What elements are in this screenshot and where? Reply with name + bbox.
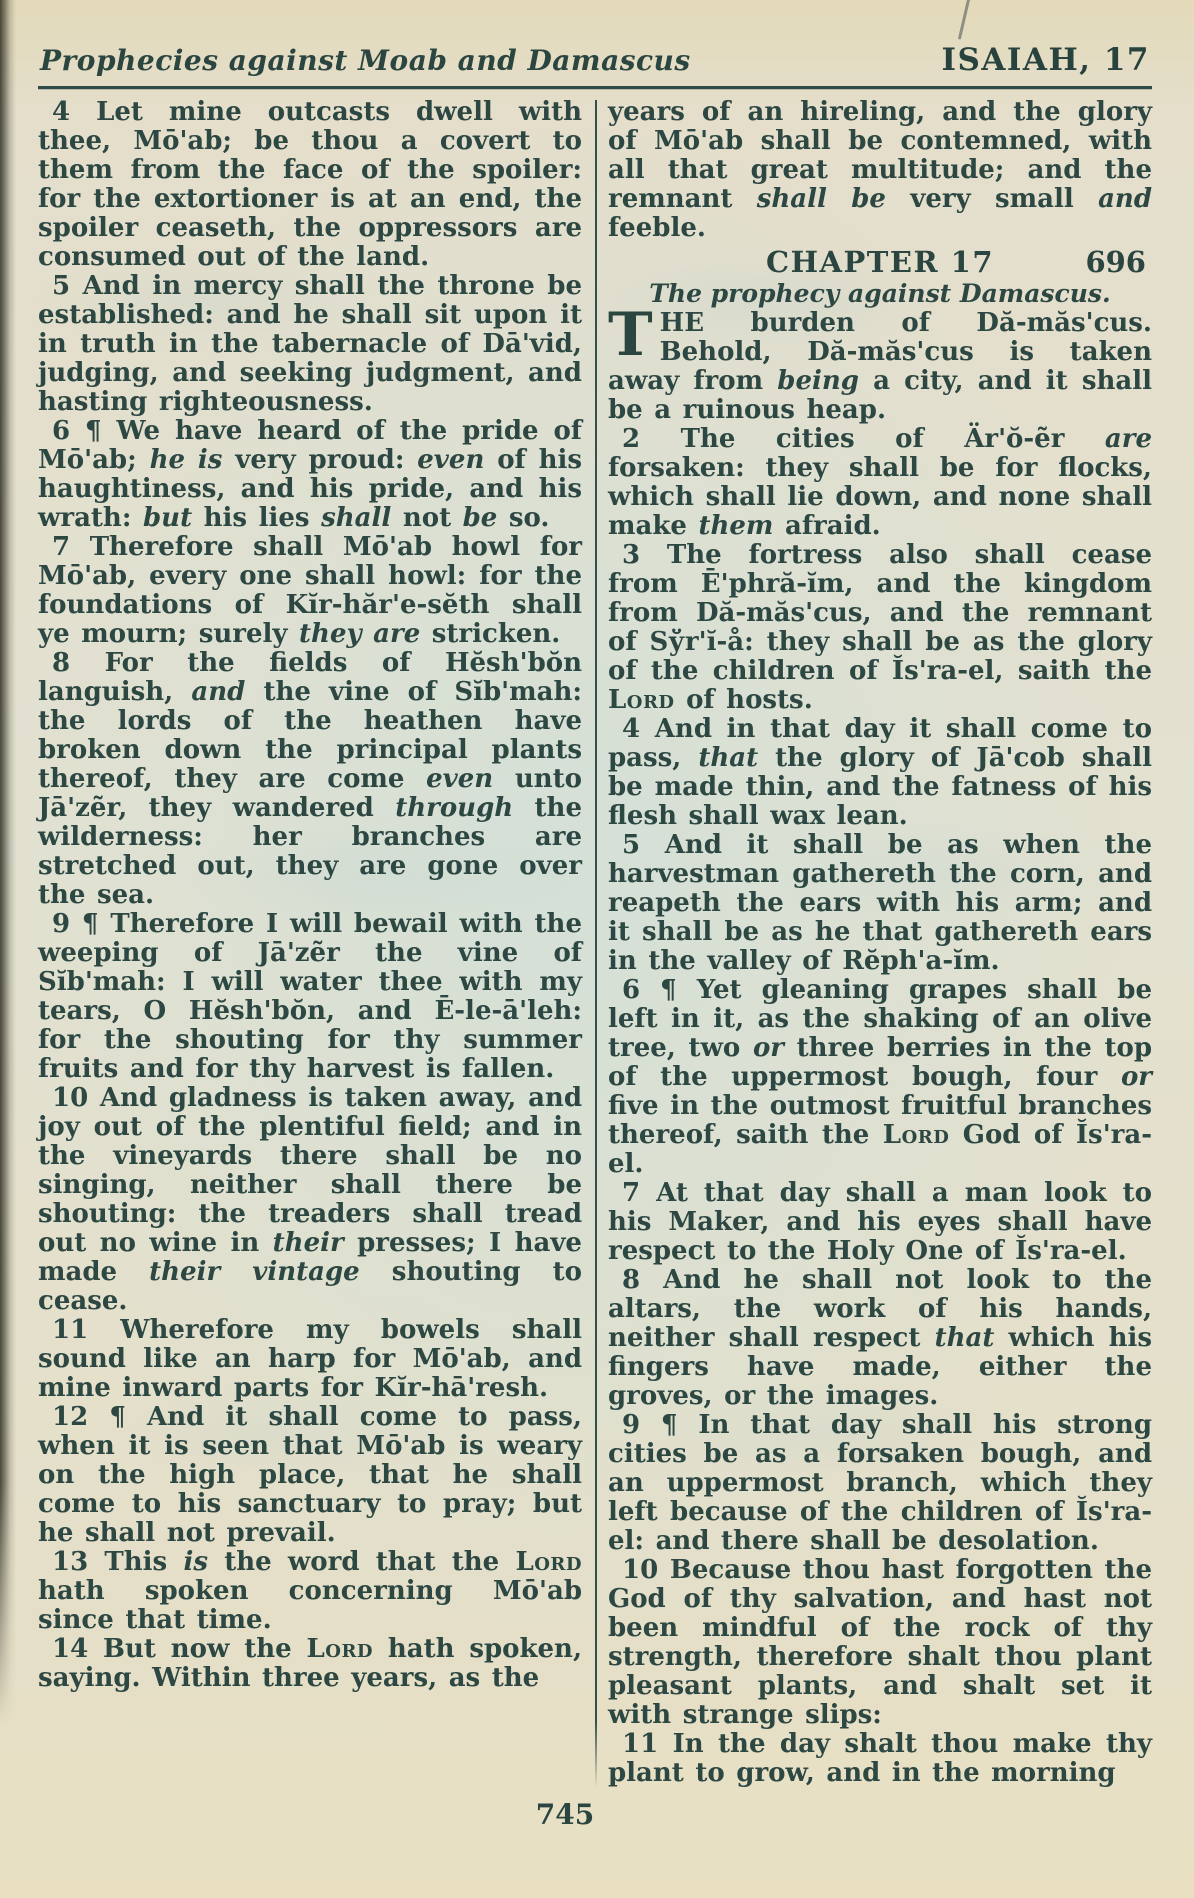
right-column xyxy=(608,98,1152,1788)
verse-text: God of Ĭs'ra-el. xyxy=(608,1120,1152,1179)
drop-cap: T xyxy=(608,300,653,370)
ch16-verse-6 xyxy=(38,417,582,533)
verse-text: 4 And in that day it shall come to pass, xyxy=(608,714,1152,773)
verse-text: 13 This xyxy=(52,1547,184,1577)
ch16-verse-8 xyxy=(38,649,582,910)
verse-text: shouting to cease. xyxy=(38,1257,582,1316)
verse-text: being xyxy=(777,366,859,396)
verse-text: even xyxy=(417,445,485,475)
verse-text: the wilderness: her branches are stretched out, they are gone over the sea. xyxy=(38,793,582,910)
verse-text: HE burden of Dă-măs'cus. Behold, Dă-măs'cus is taken away from xyxy=(608,308,1152,396)
verse-text: forsaken: they shall be for flocks, which shall lie down, and none shall make xyxy=(608,453,1152,541)
page-header xyxy=(40,42,1150,78)
chapter-title: CHAPTER 17 xyxy=(765,245,995,279)
verse-text: he is xyxy=(149,445,223,475)
verse-text: Lord xyxy=(608,685,675,715)
text-columns xyxy=(38,98,1152,1788)
ch17-verse-4 xyxy=(608,715,1152,831)
verse-text: Lord xyxy=(306,1634,374,1664)
verse-text: is xyxy=(183,1547,208,1577)
verse-text: Lord xyxy=(515,1547,582,1577)
verse-text: that xyxy=(934,1323,995,1353)
verse-text: 10 Because thou hast forgotten the God of thy salvation, and hast not been mindful of the rock of thy strength, therefore shalt thou plant pleasant plants, and shalt set it with strange slips: xyxy=(608,1555,1152,1730)
verse-text: their xyxy=(272,1228,344,1258)
ch17-verse-6 xyxy=(608,976,1152,1179)
ch16-verse-11 xyxy=(38,1316,582,1403)
ch17-verse-1 xyxy=(608,300,1152,425)
verse-text: stricken. xyxy=(420,619,561,649)
verse-text: shall be xyxy=(756,184,886,214)
verse-text: and xyxy=(1098,184,1153,214)
chapter-heading xyxy=(608,245,1152,279)
column-divider xyxy=(595,100,597,1788)
ch16-verse-14-continued xyxy=(608,98,1152,243)
verse-text: 6 ¶ Yet gleaning grapes shall be left in it, as the shaking of an olive tree, two xyxy=(608,975,1152,1063)
verse-text: years of an hireling, and the glory of Mō'ab shall be contemned, with all that great multitude; and the remnant xyxy=(608,97,1152,214)
ch16-verse-9 xyxy=(38,910,582,1084)
verse-text: 7 Therefore shall Mō'ab howl for Mō'ab, every one shall howl: for the foundations of Kĭr-hăr'e-sĕth shall ye mourn; surely xyxy=(38,532,582,649)
ch17-verse-11 xyxy=(608,1730,1152,1788)
book-chapter-reference: ISAIAH, 17 xyxy=(941,42,1150,78)
verse-text: very proud: xyxy=(222,445,418,475)
verse-text: their vintage xyxy=(149,1257,360,1287)
verse-text: the glory of Jā'cob shall be made thin, and the fatness of his flesh shall wax lean. xyxy=(608,743,1153,831)
ch17-verse-10 xyxy=(608,1556,1152,1730)
verse-text: 5 And in mercy shall the throne be established: and he shall sit upon it in truth in the tabernacle of Dā'vid, judging, and seeking judgment, and hasting righteousness. xyxy=(38,271,582,417)
verse-text: very small xyxy=(885,184,1099,214)
verse-text: unto Jā'zẽr, they wandered xyxy=(38,764,582,823)
verse-text: which his fingers have made, either the groves, or the images. xyxy=(608,1323,1152,1411)
verse-text: 7 At that day shall a man look to his Maker, and his eyes shall have respect to the Holy One of Ĭs'ra-el. xyxy=(608,1178,1152,1266)
verse-text: shall xyxy=(321,503,392,533)
ch16-verse-5 xyxy=(38,272,582,417)
verse-text: of hosts. xyxy=(674,685,813,715)
verse-text: be xyxy=(462,503,498,533)
ch16-verse-12 xyxy=(38,1403,582,1548)
header-rule xyxy=(38,86,1152,89)
verse-text: hath spoken concerning Mō'ab since that time. xyxy=(38,1576,582,1635)
page-number: 745 xyxy=(535,1798,595,1831)
verse-text: that xyxy=(698,743,759,773)
verse-text: 9 ¶ Therefore I will bewail with the weeping of Jā'zẽr the vine of Sĭb'mah: I will water thee with my tears, O Hĕsh'bŏn, and Ē-le-ā'leh: for the shouting for thy summer fruits and for thy harvest is fallen. xyxy=(38,909,582,1084)
verse-text: 3 The fortress also shall cease from Ē'phră-ĭm, and the kingdom from Dă-măs'cus, and the remnant of Sўr'ĭ-å: they shall be as the glory of the children of Ĭs'ra-el, saith the xyxy=(608,540,1152,686)
ch17-verse-9 xyxy=(608,1411,1152,1556)
ch17-verse-7 xyxy=(608,1179,1152,1266)
ch16-verse-4 xyxy=(38,98,582,272)
verse-text: even xyxy=(426,764,494,794)
chapter-subtitle: The prophecy against Damascus. xyxy=(649,279,1111,308)
verse-text: or xyxy=(752,1033,784,1063)
running-title: Prophecies against Moab and Damascus xyxy=(40,44,691,77)
verse-text: hath spoken, saying. Within three years, as the xyxy=(38,1634,583,1693)
verse-text: 5 And it shall be as when the harvestman gathereth the corn, and reapeth the ears with his arm; and it shall be as he that gathereth ears in the valley of Rĕph'a-ĭm. xyxy=(608,830,1152,976)
verse-text: not xyxy=(391,503,463,533)
ch16-verse-13 xyxy=(38,1548,582,1635)
verse-text: 10 And gladness is taken away, and joy out of the plentiful field; and in the vineyards there shall be no singing, neither shall there be shouting: the treaders shall tread out no wine in xyxy=(38,1083,582,1258)
verse-text: feeble. xyxy=(608,213,706,243)
verse-text: his lies xyxy=(192,503,322,533)
ch17-verse-8 xyxy=(608,1266,1152,1411)
verse-text: so. xyxy=(497,503,550,533)
ch17-verse-2 xyxy=(608,425,1152,541)
verse-text: five in the outmost fruitful branches thereof, saith the xyxy=(608,1091,1152,1150)
verse-text: 12 ¶ And it shall come to pass, when it is seen that Mō'ab is weary on the high place, that he shall come to his sanctuary to pray; but he shall not prevail. xyxy=(38,1402,582,1548)
ch16-verse-10 xyxy=(38,1084,582,1316)
verse-text: Lord xyxy=(882,1120,950,1150)
verse-text: of his haughtiness, and his pride, and his wrath: xyxy=(38,445,583,533)
verse-text: 8 For the fields of Hĕsh'bŏn languish, xyxy=(38,648,582,707)
verse-text: through xyxy=(395,793,514,823)
left-column xyxy=(38,98,582,1788)
verse-text: 2 The cities of Är'ŏ-ẽr xyxy=(622,424,1105,454)
verse-text: and xyxy=(191,677,246,707)
verse-text: 11 In the day shalt thou make thy plant to grow, and in the morning xyxy=(608,1729,1152,1788)
verse-text: 6 ¶ We have heard of the pride of Mō'ab; xyxy=(38,416,582,475)
verse-text: them xyxy=(698,511,774,541)
verse-text: 4 Let mine outcasts dwell with thee, Mō'ab; be thou a covert to them from the face of the spoiler: for the extortioner is at an end, the spoiler ceaseth, the oppressors are consumed out of the land. xyxy=(38,97,582,272)
verse-text: the vine of Sĭb'mah: the lords of the heathen have broken down the principal plants thereof, they are come xyxy=(38,677,582,794)
verse-text: afraid. xyxy=(773,511,881,541)
chapter-column-number: 696 xyxy=(1085,245,1146,279)
verse-text: a city, and it shall be a ruinous heap. xyxy=(608,366,1152,425)
verse-text: 11 Wherefore my bowels shall sound like an harp for Mō'ab, and mine inward parts for Kĭr-hā'resh. xyxy=(38,1315,582,1403)
verse-text: or xyxy=(1120,1062,1152,1092)
ch17-verse-5 xyxy=(608,831,1152,976)
ch17-verse-3 xyxy=(608,541,1152,715)
verse-text: but xyxy=(143,503,193,533)
verse-text: 8 And he shall not look to the altars, the work of his hands, neither shall respect xyxy=(608,1265,1152,1353)
ch16-verse-7 xyxy=(38,533,582,649)
verse-text: the word that the xyxy=(207,1547,516,1577)
verse-text: 14 But now the xyxy=(52,1634,307,1664)
verse-text: they are xyxy=(299,619,421,649)
verse-text: are xyxy=(1104,424,1152,454)
verse-text: 9 ¶ In that day shall his strong cities be as a forsaken bough, and an uppermost branch, which they left because of the children of Ĭs'ra-el: and there shall be desolation. xyxy=(608,1410,1152,1556)
ch16-verse-14 xyxy=(38,1635,582,1693)
verse-text: three berries in the top of the uppermost bough, four xyxy=(608,1033,1152,1092)
verse-text: presses; I have made xyxy=(38,1228,582,1287)
